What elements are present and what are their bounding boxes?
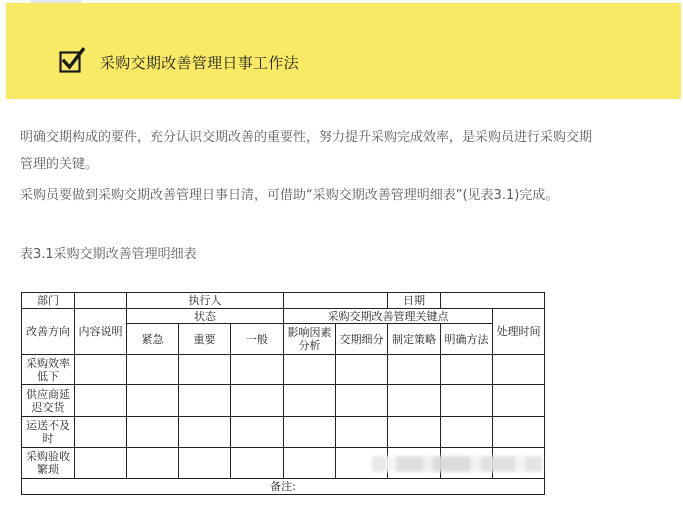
intro-paragraph-line-3: 采购员要做到采购交期改善管理日事日清，可借助“采购交期改善管理明细表”(见表3.1)完成。 — [20, 188, 559, 203]
date-label: 日期 — [388, 293, 441, 309]
table-row — [22, 355, 545, 385]
table-row — [22, 309, 545, 324]
strategy-header: 制定策略 — [388, 324, 441, 355]
method-header: 明确方法 — [441, 324, 493, 355]
table-row — [22, 385, 545, 417]
urgent-header: 紧急 — [127, 324, 179, 355]
handle-time-header: 处理时间 — [493, 309, 545, 355]
table-caption: 表3.1采购交期改善管理明细表 — [20, 247, 197, 262]
checkbox-checked-icon — [59, 47, 85, 73]
normal-header: 一般 — [231, 324, 284, 355]
table-row — [22, 293, 545, 309]
row-label: 采购验收繁琐 — [22, 448, 75, 479]
content-desc-header: 内容说明 — [75, 309, 127, 355]
watermark-blur — [372, 456, 542, 472]
date-value — [441, 293, 545, 309]
influence-factors-header: 影响因素分析 — [284, 324, 336, 355]
dept-label: 部门 — [22, 293, 75, 309]
important-header: 重要 — [179, 324, 231, 355]
table-row — [22, 417, 545, 448]
table-row — [22, 479, 545, 495]
intro-paragraph-line-1: 明确交期构成的要件，充分认识交期改善的重要性，努力提升采购完成效率，是采购员进行采购交期 — [20, 130, 593, 145]
row-label: 运送不及时 — [22, 417, 75, 448]
executor-label: 执行人 — [127, 293, 284, 309]
executor-value — [284, 293, 388, 309]
title-banner — [6, 3, 681, 99]
delivery-breakdown-header: 交期细分 — [336, 324, 388, 355]
key-points-header: 采购交期改善管理关键点 — [284, 309, 493, 324]
improve-direction-header: 改善方向 — [22, 309, 75, 355]
status-header: 状态 — [127, 309, 284, 324]
dept-value — [75, 293, 127, 309]
remarks-label: 备注: — [22, 479, 545, 495]
banner-title: 采购交期改善管理日事工作法 — [100, 54, 299, 72]
row-label: 采购效率低下 — [22, 355, 75, 385]
row-label: 供应商延迟交货 — [22, 385, 75, 417]
intro-paragraph-line-2: 管理的关键。 — [20, 157, 99, 172]
